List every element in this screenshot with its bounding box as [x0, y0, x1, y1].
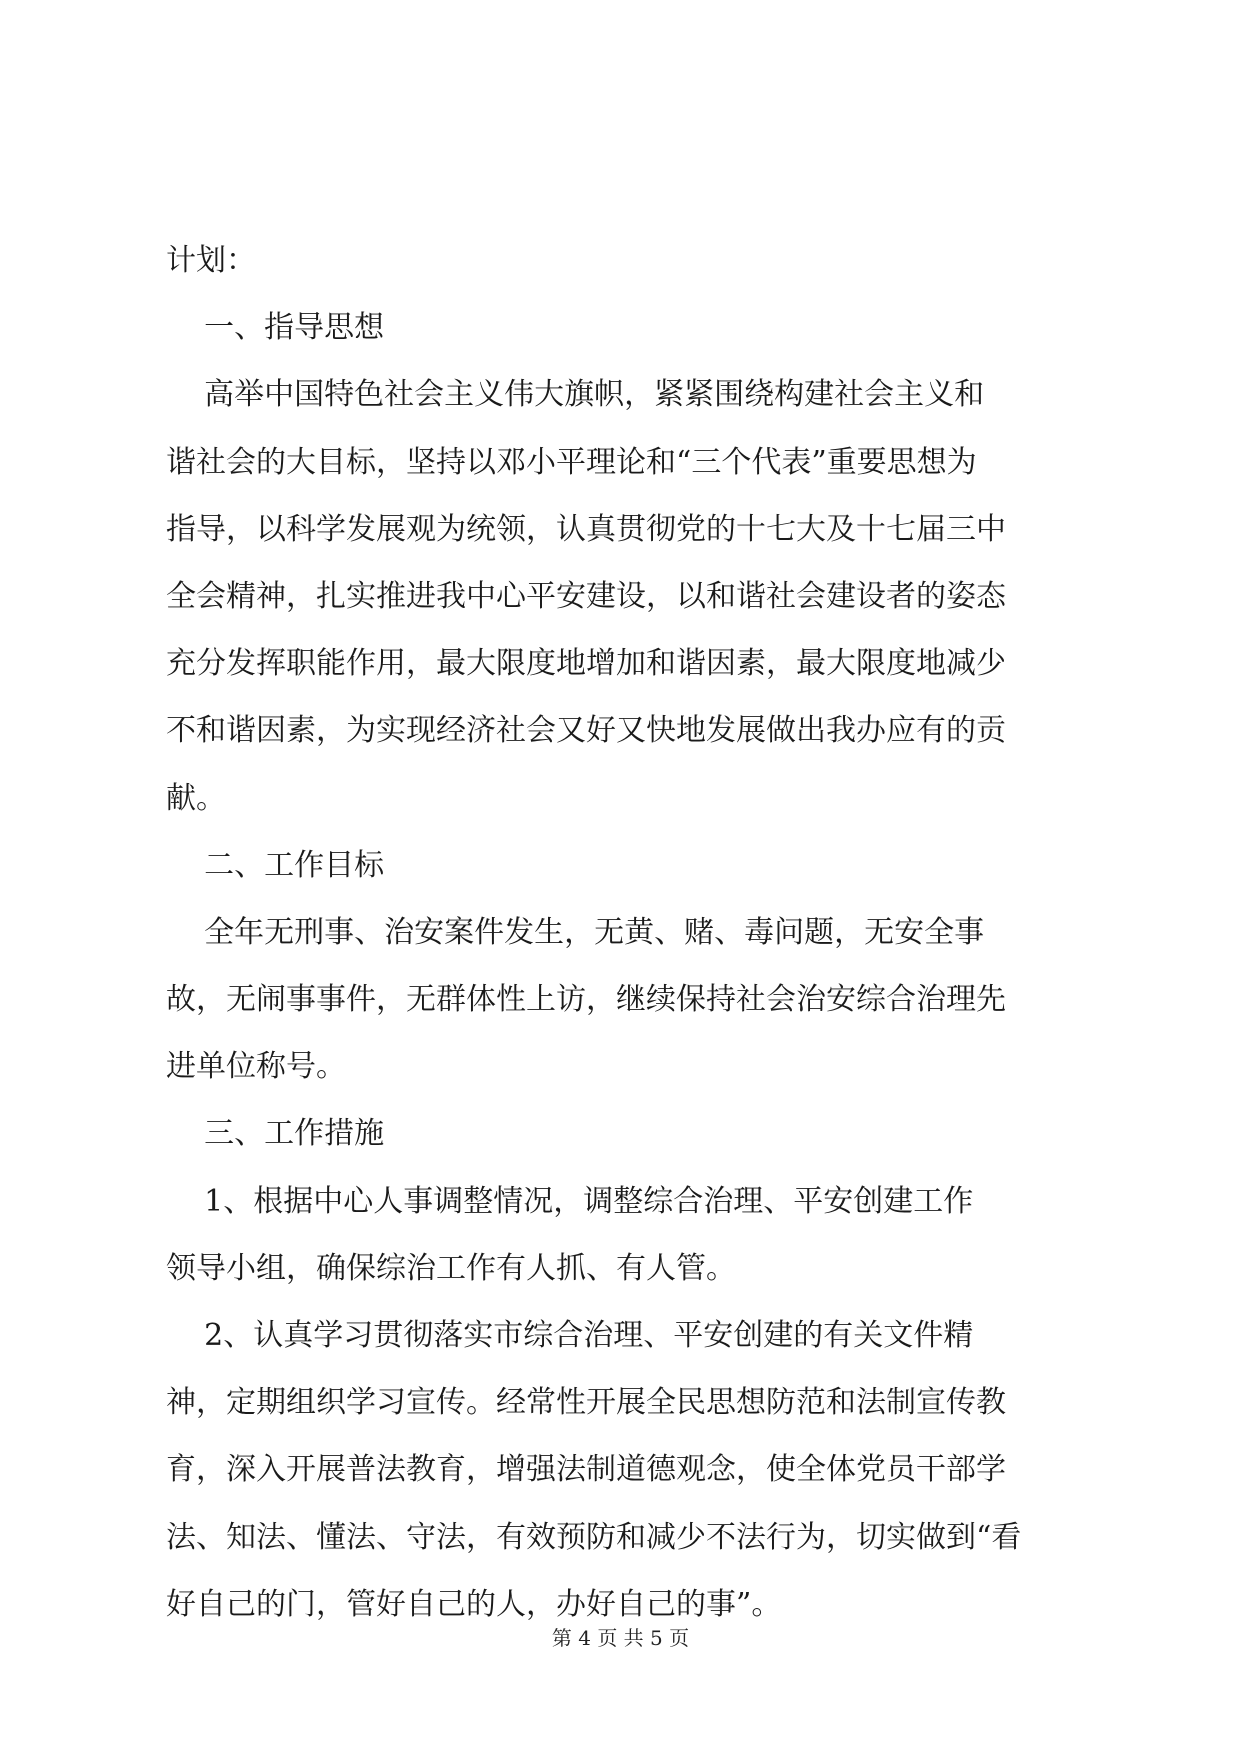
text-line: 全年无刑事、治安案件发生，无黄、赌、毒问题，无安全事 [166, 914, 985, 950]
text-line: 高举中国特色社会主义伟大旗帜，紧紧围绕构建社会主义和 [166, 377, 985, 413]
text-line: 献。 [166, 780, 226, 816]
text-line: 育，深入开展普法教育，增强法制道德观念，使全体党员干部学 [166, 1452, 1006, 1488]
text-line: 谐社会的大目标，坚持以邓小平理论和“三个代表”重要思想为 [166, 444, 977, 480]
text-line: 不和谐因素，为实现经济社会又好又快地发展做出我办应有的贡 [166, 713, 1006, 749]
body-text [166, 227, 1076, 1638]
text-line: 好自己的门，管好自己的人，办好自己的事”。 [166, 1586, 782, 1622]
text-line: 领导小组，确保综治工作有人抓、有人管。 [166, 1250, 736, 1286]
section-heading: 二、工作目标 [166, 847, 385, 883]
text-line: 指导，以科学发展观为统领，认真贯彻党的十七大及十七届三中 [166, 511, 1006, 547]
text-line: 故，无闹事事件，无群体性上访，继续保持社会治安综合治理先 [166, 982, 1006, 1018]
text-line: 2、认真学习贯彻落实市综合治理、平安创建的有关文件精 [166, 1318, 974, 1353]
page-number-footer: 第 4 页 共 5 页 [551, 1626, 690, 1650]
section-heading: 一、指导思想 [166, 310, 385, 346]
text-line: 全会精神，扎实推进我中心平安建设，以和谐社会建设者的姿态 [166, 578, 1006, 614]
text-line: 神，定期组织学习宣传。经常性开展全民思想防范和法制宣传教 [166, 1385, 1006, 1421]
text-line: 计划： [166, 243, 256, 278]
text-line: 法、知法、懂法、守法，有效预防和减少不法行为，切实做到“看 [166, 1519, 1022, 1555]
section-heading: 三、工作措施 [166, 1116, 385, 1152]
text-line: 1、根据中心人事调整情况，调整综合治理、平安创建工作 [166, 1183, 974, 1219]
text-line: 充分发挥职能作用，最大限度地增加和谐因素，最大限度地减少 [166, 646, 1006, 682]
text-line: 进单位称号。 [166, 1049, 346, 1085]
